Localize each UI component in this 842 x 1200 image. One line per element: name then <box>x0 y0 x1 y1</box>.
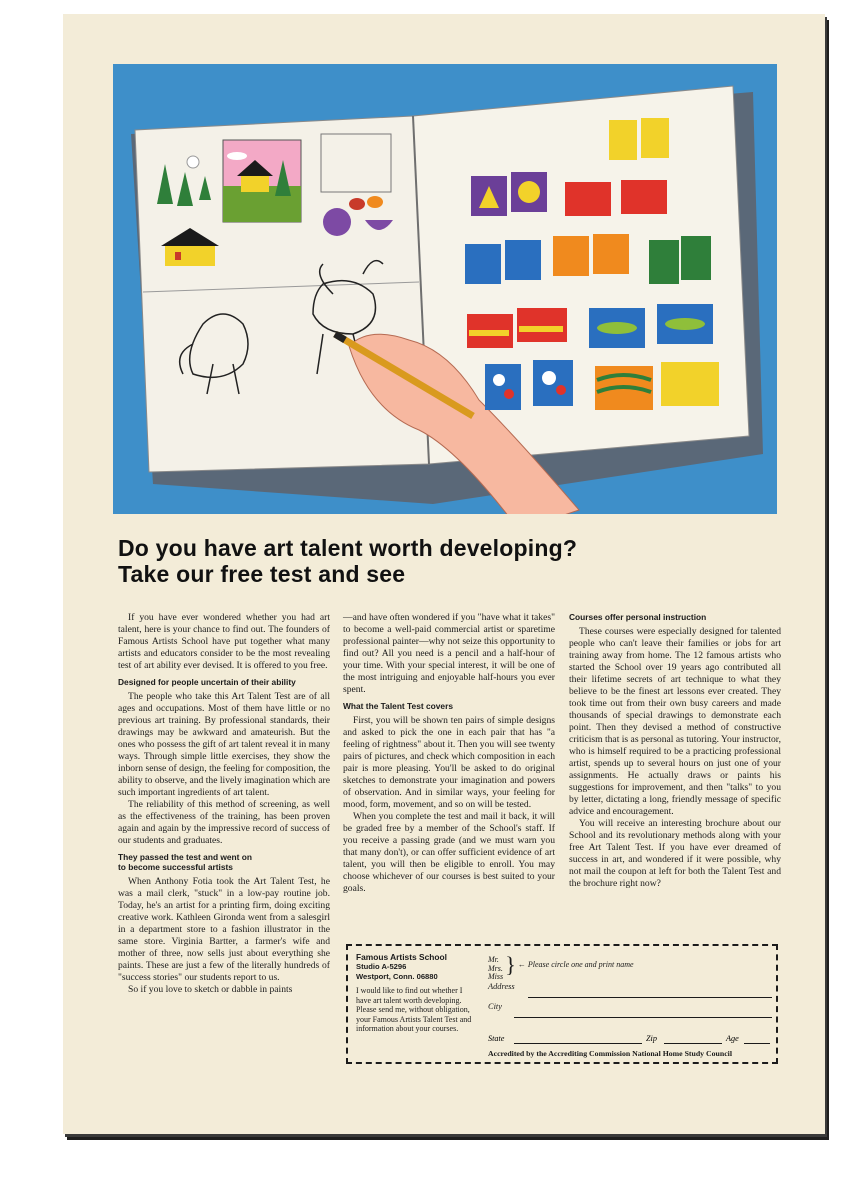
headline <box>118 535 778 587</box>
mail-in-coupon[interactable] <box>346 944 778 1064</box>
school-city: Westport, Conn. 06880 <box>356 972 438 981</box>
title-miss[interactable]: Miss <box>488 972 504 982</box>
headline-line-2: Take our free test and see <box>118 561 406 587</box>
composed-picture <box>223 140 301 222</box>
age-field[interactable] <box>744 1043 770 1044</box>
accreditation-line: Accredited by the Accrediting Commission National Home Study Council <box>488 1049 733 1058</box>
paragraph: When you complete the test and mail it back, it will be graded free by a member of the School's staff. If you receive a passing grade (and we must warn you that many don't), or can offer sufficient evidence of art talent, you will then be eligible to enroll. You may choose whichever of our courses is best suited to your goals. <box>343 811 555 894</box>
coupon-school-info <box>356 952 476 1034</box>
subheading-line: They passed the test and went on <box>118 852 253 862</box>
paragraph: —and have often wondered if you "have what it takes" to become a well-paid commercial artist or sparetime professional painter—why not seize this opportunity to find out? All you need is a pencil and a half-hour of your time. With your special interest, it will be one of the most intriguing and enjoyable half-hours you ever spent. <box>343 612 555 695</box>
title-mrs[interactable]: Mrs. <box>488 963 503 973</box>
article-column-1 <box>118 612 330 996</box>
address-row[interactable] <box>488 982 772 1002</box>
city-field[interactable] <box>514 1017 772 1018</box>
paragraph: So if you love to sketch or dabble in paints <box>128 984 293 995</box>
paragraph: The reliability of this method of screening, as well as the effectiveness of the training, has been proven again and again by the impressive record of success of our students and graduates. <box>118 799 330 846</box>
title-mr[interactable]: Mr. <box>488 955 499 964</box>
age-label: Age <box>726 1034 739 1043</box>
school-name: Famous Artists School <box>356 952 447 962</box>
subheading: Designed for people uncertain of their ability <box>118 677 296 687</box>
city-label: City <box>488 1002 502 1011</box>
subheading-line: to become successful artists <box>118 862 233 872</box>
paragraph: These courses were especially designed for talented people who can't leave their families or jobs for art training away from home. The 12 famous artists who started the School over 19 years ago contributed all their lifetime secrets of art technique to what they believe to be the finest art lessons ever created. They took time out from their own busy careers and made thousands of special drawings to demonstrate each point. Then they devised a method of constructive criticism that is as personal as tutoring. Your instructor, who is himself required to be a practicing professional artist, spends up to several hours on just one of your assignments. He actually draws or paints his suggestions for improvement, and then "talks" to you by letter, dictating a long, friendly message of specific advice and encouragement. <box>569 626 781 817</box>
city-row[interactable] <box>488 1002 772 1022</box>
paragraph: The people who take this Art Talent Test are of all ages and occupations. Most of them have little or no previous art training. By professional standards, their drawings may be awkward and amateurish. But the ones who possess the gift of art talent reveal it in many ways. Through simple little exercises, they show the inborn sense of design, the feeling for composition, the ability to observe, and the lively imagination which are such important ingredients of art talent. <box>118 691 330 798</box>
state-field[interactable] <box>514 1043 642 1044</box>
paragraph: You will receive an interesting brochure about our School and its revolutionary methods along with your free Art Talent Test. If you have ever dreamed of success in art, and wondered if it were possible, why not mail the coupon at left for both the Talent Test and the brochure right now? <box>569 818 781 889</box>
studio-number: Studio A-5296 <box>356 962 407 971</box>
zip-field[interactable] <box>664 1043 722 1044</box>
paragraph: First, you will be shown ten pairs of simple designs and asked to pick the one in each pair that has "a feeling of rightness" about it. Then you will see twenty pairs of pictures, and check which composition in each pair is more pleasing. You'll be asked to do original sketches to demonstrate your imagination and powers of observation. And in similar ways, your feeling for mood, form, movement, and so on will be tested. <box>343 715 555 810</box>
coupon-form[interactable] <box>488 952 772 1022</box>
subheading <box>118 852 330 872</box>
state-label: State <box>488 1034 505 1043</box>
address-label: Address <box>488 982 515 991</box>
art-test-illustration <box>113 64 777 514</box>
article-column-3 <box>569 612 781 890</box>
brace-glyph: } <box>505 952 516 977</box>
paragraph: If you have ever wondered whether you had art talent, here is your chance to find out. The founders of Famous Artists School have put together what many artists and educators consider to be the most revealing test of art ability ever devised. It is offered to you free. <box>118 612 330 671</box>
address-field[interactable] <box>528 997 772 998</box>
booklet-drawing <box>113 64 777 514</box>
subheading: What the Talent Test covers <box>343 701 453 711</box>
title-options[interactable] <box>488 956 503 982</box>
headline-line-1: Do you have art talent worth developing? <box>118 535 578 561</box>
coupon-request-text: I would like to find out whether I have art talent worth developing. Please send me, without obligation, your Famous Artists Talent Test and information about your courses. <box>356 986 472 1034</box>
article-column-2 <box>343 612 555 895</box>
name-row[interactable] <box>488 952 772 982</box>
subheading: Courses offer personal instruction <box>569 612 707 622</box>
circle-instruction: ← Please circle one and print name <box>517 960 634 969</box>
zip-label: Zip <box>646 1034 657 1043</box>
paragraph: When Anthony Fotia took the Art Talent Test, he was a mail clerk, "stuck" in a low-pay routine job. Today, he's an artist for a printing firm, doing exciting creative work. Kathleen Gironda went from a salesgirl in a department store to a fashion illustrator in the same store. Virginia Bartter, a farmer's wife and mother of three, now sells just about everything she paints. These are just a few of the literally hundreds of "success stories" our students report to us. <box>118 876 330 983</box>
